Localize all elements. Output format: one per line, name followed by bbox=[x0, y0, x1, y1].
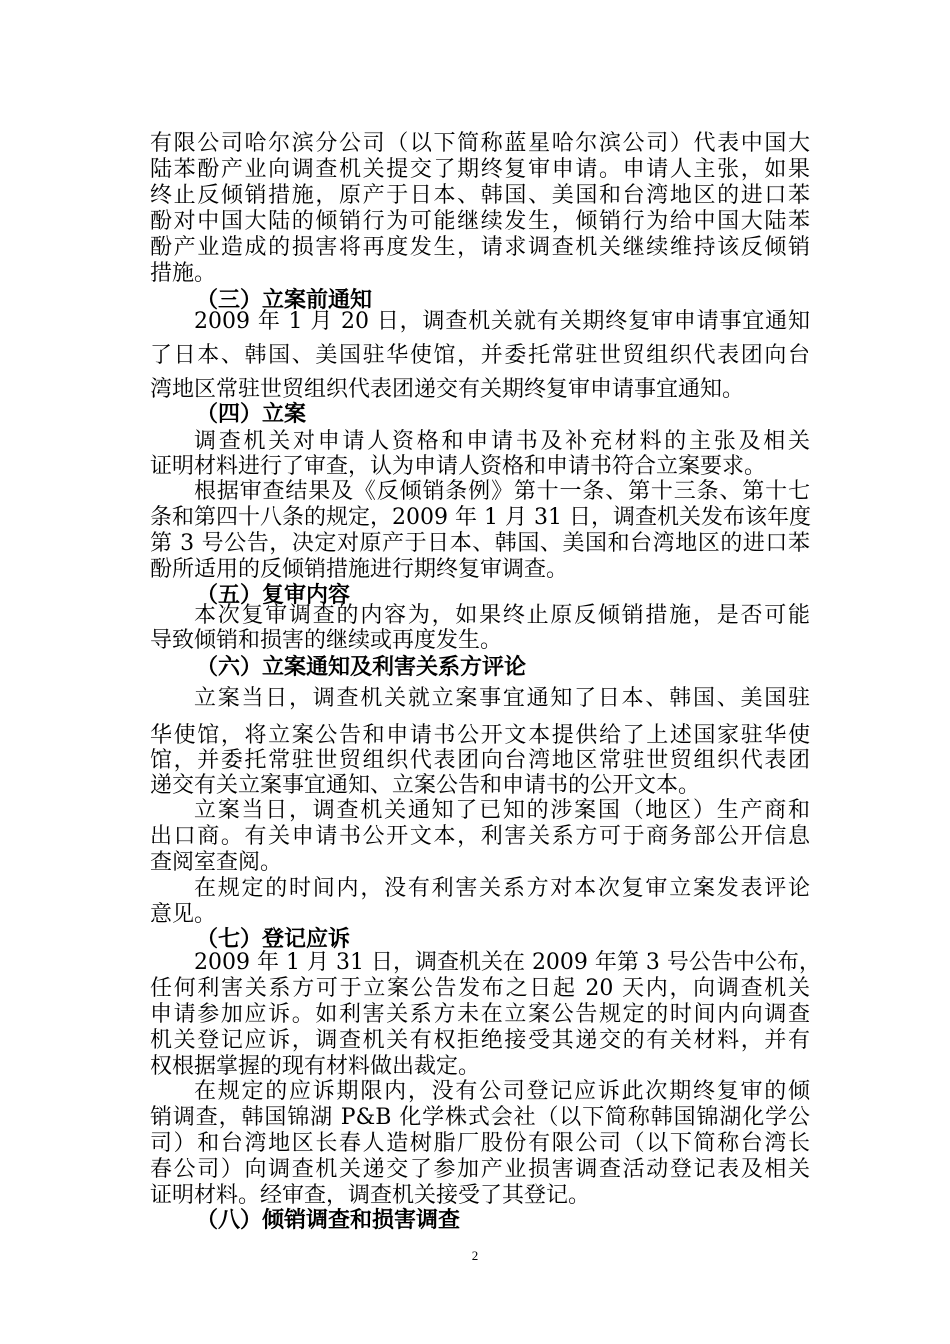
paragraph-line: 证明材料进行了审查，认为申请人资格和申请书符合立案要求。 bbox=[150, 454, 767, 479]
section-heading-text: （三）立案前通知 bbox=[196, 287, 373, 313]
paragraph-line: 终止反倾销措施，原产于日本、韩国、美国和台湾地区的进口苯 bbox=[150, 183, 810, 208]
paragraph-line: 华使馆，将立案公告和申请书公开文本提供给了上述国家驻华使 bbox=[150, 723, 810, 748]
paragraph-line: 销调查，韩国锦湖 P&B 化学株式会社（以下简称韩国锦湖化学公 bbox=[150, 1105, 810, 1130]
section-heading-text: （八）倾销调查和损害调查 bbox=[196, 1207, 461, 1233]
paragraph-line: 司）和台湾地区长春人造树脂厂股份有限公司（以下简称台湾长 bbox=[150, 1131, 810, 1156]
paragraph-line: 在规定的应诉期限内，没有公司登记应诉此次期终复审的倾 bbox=[194, 1079, 810, 1104]
paragraph-line: 在规定的时间内，没有利害关系方对本次复审立案发表评论 bbox=[194, 876, 810, 901]
paragraph-line: 证明材料。经审查，调查机关接受了其登记。 bbox=[150, 1183, 591, 1208]
paragraph-line: 递交有关立案事宜通知、立案公告和申请书的公开文本。 bbox=[150, 773, 701, 798]
paragraph-line: 查阅室查阅。 bbox=[150, 850, 283, 875]
paragraph-line: 本次复审调查的内容为，如果终止原反倾销措施，是否可能 bbox=[194, 603, 810, 628]
section-heading-text: （五）复审内容 bbox=[196, 582, 351, 608]
paragraph-line: 根据审查结果及《反倾销条例》第十一条、第十三条、第十七 bbox=[194, 479, 810, 504]
paragraph-line: 立案当日，调查机关通知了已知的涉案国（地区）生产商和 bbox=[194, 798, 810, 823]
paragraph-line: 条和第四十八条的规定，2009 年 1 月 31 日，调查机关发布该年度 bbox=[150, 505, 811, 530]
paragraph-line: 2009 年 1 月 20 日，调查机关就有关期终复审申请事宜通知 bbox=[194, 309, 810, 334]
paragraph-line: 申请参加应诉。如利害关系方未在立案公告规定的时间内向调查 bbox=[150, 1002, 810, 1027]
paragraph-line: 导致倾销和损害的继续或再度发生。 bbox=[150, 628, 503, 653]
paragraph-line: 了日本、韩国、美国驻华使馆，并委托常驻世贸组织代表团向台 bbox=[150, 343, 810, 368]
paragraph-line: 有限公司哈尔滨分公司（以下简称蓝星哈尔滨公司）代表中国大 bbox=[150, 131, 810, 156]
paragraph-line: 任何利害关系方可于立案公告发布之日起 20 天内，向调查机关 bbox=[150, 976, 810, 1001]
section-heading-text: （七）登记应诉 bbox=[196, 926, 351, 952]
paragraph-line: 2009 年 1 月 31 日，调查机关在 2009 年第 3 号公告中公布， bbox=[194, 950, 821, 975]
section-heading-text: （四）立案 bbox=[196, 401, 307, 427]
page-number: 2 bbox=[471, 1248, 479, 1263]
paragraph-line: 酚产业造成的损害将再度发生，请求调查机关继续维持该反倾销 bbox=[150, 235, 810, 260]
paragraph-line: 调查机关对申请人资格和申请书及补充材料的主张及相关 bbox=[194, 429, 810, 454]
paragraph-line: 第 3 号公告，决定对原产于日本、韩国、美国和台湾地区的进口苯 bbox=[150, 531, 810, 556]
paragraph-line: 酚对中国大陆的倾销行为可能继续发生，倾销行为给中国大陆苯 bbox=[150, 209, 810, 234]
paragraph-line: 馆，并委托常驻世贸组织代表团向台湾地区常驻世贸组织代表团 bbox=[150, 748, 810, 773]
paragraph-line: 意见。 bbox=[150, 902, 217, 927]
paragraph-line: 春公司）向调查机关递交了参加产业损害调查活动登记表及相关 bbox=[150, 1157, 810, 1182]
paragraph-line: 湾地区常驻世贸组织代表团递交有关期终复审申请事宜通知。 bbox=[150, 377, 745, 402]
paragraph-line: 陆苯酚产业向调查机关提交了期终复审申请。申请人主张，如果 bbox=[150, 157, 810, 182]
paragraph-line: 机关登记应诉，调查机关有权拒绝接受其递交的有关材料，并有 bbox=[150, 1028, 810, 1053]
paragraph-line: 权根据掌握的现有材料做出裁定。 bbox=[150, 1054, 481, 1079]
paragraph-line: 立案当日，调查机关就立案事宜通知了日本、韩国、美国驻 bbox=[194, 686, 810, 711]
paragraph-line: 措施。 bbox=[150, 261, 217, 286]
paragraph-line: 出口商。有关申请书公开文本，利害关系方可于商务部公开信息 bbox=[150, 824, 810, 849]
paragraph-line: 酚所适用的反倾销措施进行期终复审调查。 bbox=[150, 557, 569, 582]
section-heading-text: （六）立案通知及利害关系方评论 bbox=[196, 654, 527, 680]
